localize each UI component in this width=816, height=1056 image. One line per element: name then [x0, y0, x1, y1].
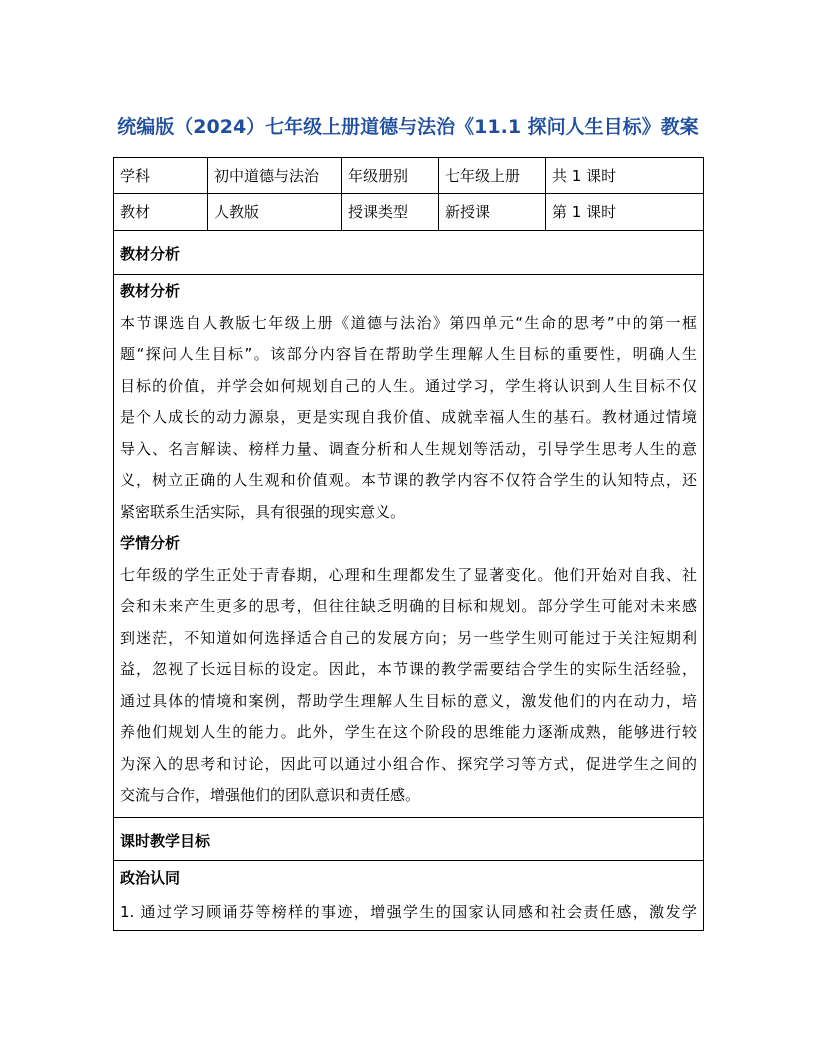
- material-analysis-line: 义，树立正确的人生观和价值观。本节课的教学内容不仅符合学生的认知特点，还: [120, 471, 697, 489]
- section-title-textbook-analysis: 教材分析: [114, 231, 704, 275]
- material-analysis-line: 导入、名言解读、榜样力量、调查分析和人生规划等活动，引导学生思考人生的意: [120, 439, 697, 458]
- section-row-objectives: [114, 818, 704, 861]
- student-analysis-heading: 学情分析: [120, 534, 181, 552]
- student-analysis-line: 养他们规划人生的能力。此外，学生在这个阶段的思维能力逐渐成熟，能够进行较: [120, 723, 697, 741]
- textbook-analysis-content: [114, 275, 704, 818]
- material-analysis-line: 紧密联系生活实际，具有很强的现实意义。: [120, 502, 406, 521]
- textbook-label: 教材: [114, 194, 208, 231]
- student-analysis-line: 会和未来产生更多的思考，但往往缺乏明确的目标和规划。部分学生可能对未来感: [120, 597, 697, 615]
- period-number: 第 1 课时: [546, 194, 704, 231]
- content-row-textbook-analysis: [114, 275, 704, 818]
- info-row-subject: [114, 158, 704, 194]
- student-analysis-line: 到迷茫，不知道如何选择适合自己的发展方向；另一些学生则可能过于关注短期利: [120, 628, 697, 647]
- lesson-plan-table: [113, 157, 704, 931]
- grade-value: 七年级上册: [439, 158, 546, 194]
- material-analysis-line: 本节课选自人教版七年级上册《道德与法治》第四单元“生命的思考”中的第一框: [120, 313, 697, 332]
- grade-label: 年级册别: [342, 158, 439, 194]
- political-identity-heading: 政治认同: [120, 869, 181, 887]
- objectives-content: [114, 861, 704, 931]
- subject-label: 学科: [114, 158, 208, 194]
- student-analysis-line: 益，忽视了长远目标的设定。因此，本节课的教学需要结合学生的实际生活经验，: [120, 660, 697, 678]
- lesson-type-value: 新授课: [439, 194, 546, 231]
- section-row-textbook-analysis: [114, 231, 704, 275]
- material-analysis-line: 是个人成长的动力源泉，更是实现自我价值、成就幸福人生的基石。教材通过情境: [120, 408, 697, 426]
- textbook-value: 人教版: [208, 194, 342, 231]
- political-identity-line: 1. 通过学习顾诵芬等榜样的事迹，增强学生的国家认同感和社会责任感，激发学: [120, 903, 697, 921]
- content-row-objectives: [114, 861, 704, 931]
- subject-value: 初中道德与法治: [208, 158, 342, 194]
- material-analysis-line: 目标的价值，并学会如何规划自己的人生。通过学习，学生将认识到人生目标不仅: [120, 376, 697, 395]
- document-title: 统编版（2024）七年级上册道德与法治《11.1 探问人生目标》教案: [117, 116, 699, 138]
- info-row-textbook: [114, 194, 704, 231]
- student-analysis-line: 通过具体的情境和案例，帮助学生理解人生目标的意义，激发他们的内在动力，培: [120, 691, 697, 710]
- lesson-type-label: 授课类型: [342, 194, 439, 231]
- student-analysis-line: 交流与合作，增强他们的团队意识和责任感。: [120, 786, 421, 804]
- section-title-objectives: 课时教学目标: [114, 818, 704, 861]
- student-analysis-line: 为深入的思考和讨论，因此可以通过小组合作、探究学习等方式，促进学生之间的: [120, 754, 697, 773]
- material-analysis-line: 题“探问人生目标”。该部分内容旨在帮助学生理解人生目标的重要性，明确人生: [120, 345, 697, 363]
- total-periods: 共 1 课时: [546, 158, 704, 194]
- material-analysis-heading: 教材分析: [120, 282, 181, 300]
- student-analysis-line: 七年级的学生正处于青春期，心理和生理都发生了显著变化。他们开始对自我、社: [120, 565, 697, 584]
